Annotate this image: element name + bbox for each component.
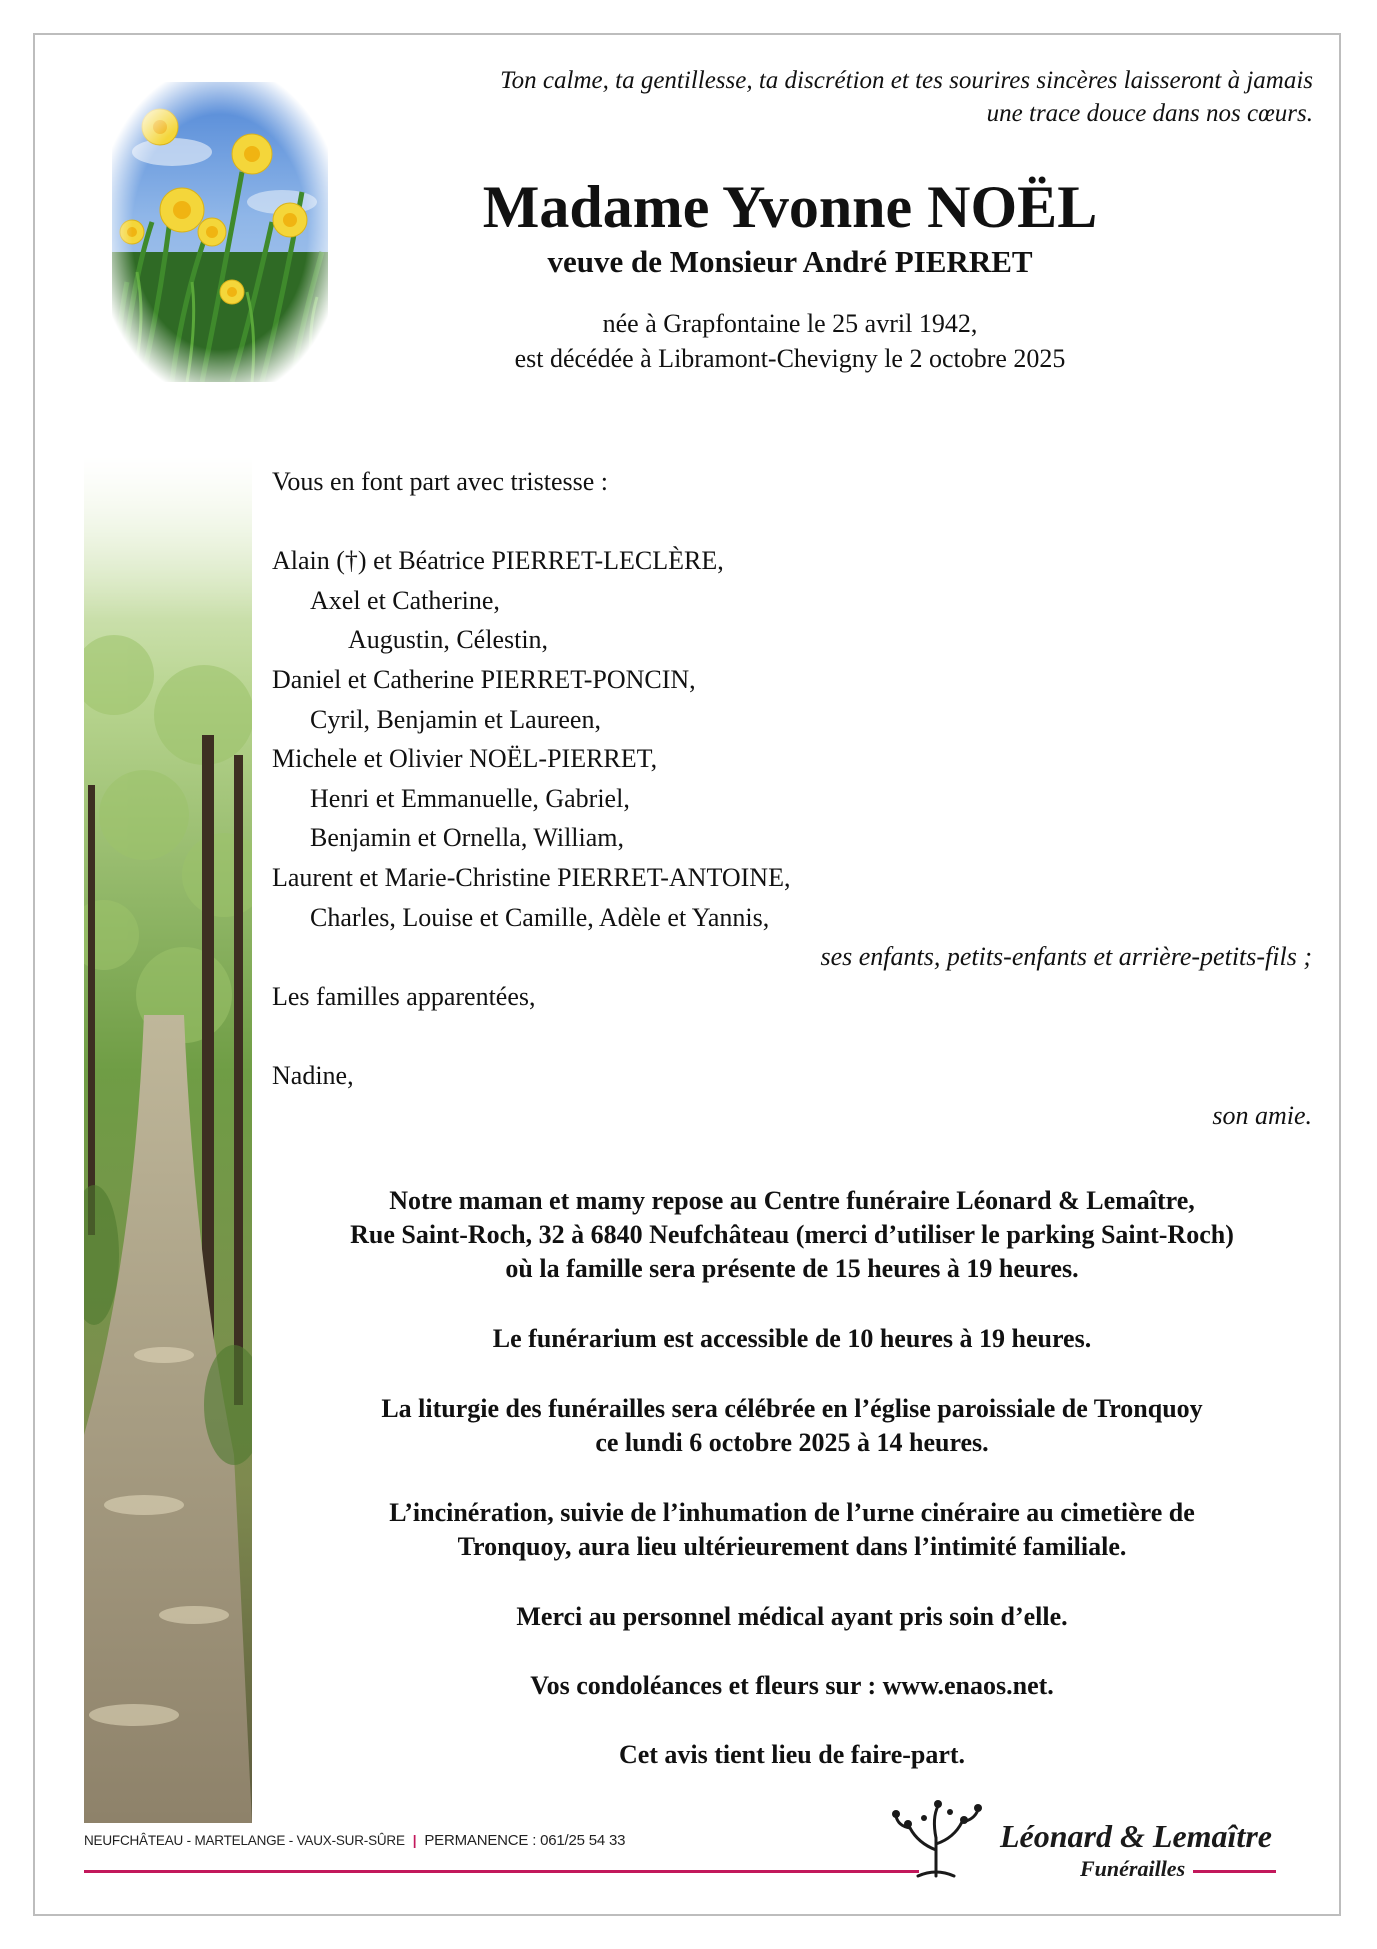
footer-separator: | [412, 1833, 417, 1848]
repose-line-2: Rue Saint-Roch, 32 à 6840 Neufchâteau (merci d’utiliser le parking Saint-Roch) [350, 1220, 1234, 1249]
forest-path-photo [84, 455, 252, 1823]
family-line: Charles, Louise et Camille, Adèle et Yannis, [310, 902, 770, 932]
quote-line-2: une trace douce dans nos cœurs. [986, 100, 1313, 127]
footer-accent-line [84, 1870, 919, 1873]
footer-contact [84, 1832, 625, 1849]
thanks-notice: Merci au personnel médical ayant pris soin d’elle. [516, 1602, 1068, 1631]
funeral-home-logo-subtitle: Funérailles [1080, 1856, 1186, 1881]
family-intro: Vous en font part avec tristesse : [272, 467, 608, 496]
daffodils-photo [112, 82, 328, 382]
family-line: Cyril, Benjamin et Laureen, [310, 704, 601, 734]
liturgy-notice [272, 1392, 1312, 1460]
footer-permanence: PERMANENCE : 061/25 54 33 [424, 1832, 626, 1849]
family-list [272, 462, 1312, 1135]
repose-line-3: où la famille sera présente de 15 heures à 19 heures. [505, 1254, 1079, 1283]
repose-line-1: Notre maman et mamy repose au Centre funéraire Léonard & Lemaître, [389, 1186, 1195, 1215]
cremation-line-1: L’incinération, suivie de l’inhumation de l’urne cinéraire au cimetière de [389, 1498, 1195, 1527]
family-line: Benjamin et Ornella, William, [310, 823, 625, 853]
liturgy-line-2: ce lundi 6 octobre 2025 à 14 heures. [595, 1428, 989, 1457]
death-line: est décédée à Libramont-Chevigny le 2 octobre 2025 [514, 344, 1066, 373]
spacer [272, 502, 1312, 542]
quote-line-1: Ton calme, ta gentillesse, ta discrétion et tes sourires sincères laisseront à jamais [500, 67, 1313, 94]
family-line: Daniel et Catherine PIERRET-PONCIN, [272, 664, 696, 694]
spacer [272, 1016, 1312, 1056]
spouse-line: veuve de Monsieur André PIERRET [547, 244, 1033, 279]
funerarium-hours: Le funérarium est accessible de 10 heures à 19 heures. [492, 1324, 1092, 1353]
memorial-quote [373, 64, 1313, 130]
deceased-name: Madame Yvonne NOËL [482, 174, 1098, 240]
footer-accent-line-right [1193, 1870, 1276, 1873]
funeral-home-logo-name: Léonard & Lemaître [1000, 1818, 1272, 1854]
footer-locations: NEUFCHÂTEAU - MARTELANGE - VAUX-SUR-SÛRE [84, 1833, 405, 1848]
friend-name: Nadine, [272, 1060, 354, 1090]
birth-line: née à Grapfontaine le 25 avril 1942, [602, 309, 978, 338]
family-relation: ses enfants, petits-enfants et arrière-petits-fils ; [820, 942, 1312, 972]
repose-notice [272, 1184, 1312, 1286]
faire-part-notice: Cet avis tient lieu de faire-part. [618, 1740, 966, 1769]
family-line: Augustin, Célestin, [348, 625, 549, 655]
condolences-notice: Vos condoléances et fleurs sur : www.enaos.net. [530, 1671, 1054, 1700]
cremation-notice [272, 1496, 1312, 1564]
cremation-line-2: Tronquoy, aura lieu ultérieurement dans l’intimité familiale. [457, 1532, 1127, 1561]
friend-relation: son amie. [1212, 1100, 1312, 1130]
family-line: Michele et Olivier NOËL-PIERRET, [272, 744, 658, 774]
family-line: Axel et Catherine, [310, 585, 500, 615]
family-line: Henri et Emmanuelle, Gabriel, [310, 783, 630, 813]
liturgy-line-1: La liturgie des funérailles sera célébrée en l’église paroissiale de Tronquoy [381, 1394, 1203, 1423]
family-line: Alain (†) et Béatrice PIERRET-LECLÈRE, [272, 546, 724, 576]
extended-family: Les familles apparentées, [272, 981, 536, 1011]
tree-logo-icon [888, 1798, 988, 1878]
family-line: Laurent et Marie-Christine PIERRET-ANTOINE, [272, 862, 791, 892]
